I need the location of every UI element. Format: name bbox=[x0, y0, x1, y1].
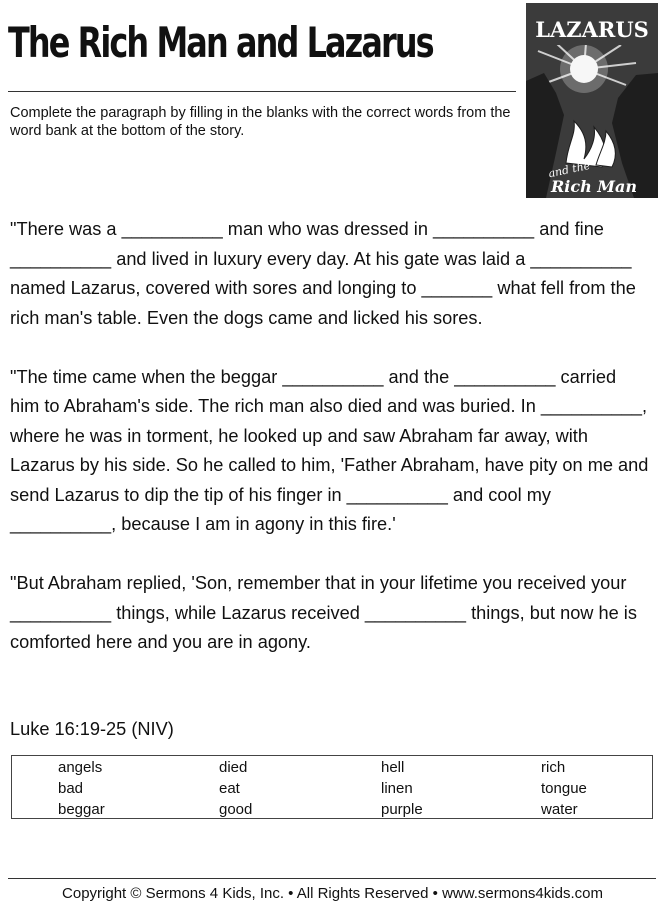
cover-top-text: LAZARUS bbox=[535, 17, 649, 42]
cover-illustration bbox=[526, 3, 658, 198]
title-divider bbox=[8, 91, 516, 92]
word-bank-item: rich bbox=[541, 759, 566, 776]
cover-art-image bbox=[526, 3, 658, 198]
word-bank bbox=[11, 755, 653, 819]
word-bank-item: bad bbox=[58, 780, 84, 797]
word-bank-item: water bbox=[541, 801, 578, 818]
word-bank-item: angels bbox=[58, 759, 103, 776]
word-bank-item: died bbox=[219, 759, 248, 776]
word-bank-item: eat bbox=[219, 780, 240, 797]
page-title: The Rich Man and Lazarus bbox=[8, 18, 433, 67]
word-bank-item: good bbox=[219, 801, 253, 818]
cover-mid-text: and the bbox=[547, 158, 592, 181]
footer-divider bbox=[8, 878, 656, 879]
word-bank-item: linen bbox=[381, 780, 413, 797]
story-paragraph: "There was a __________ man who was dressed in __________ and fine __________ and lived in luxury every day. At his gate was laid a __________ named Lazarus, covered with sores and longing to _______ what fell from the rich man's table. Even the dogs came and licked his sores. bbox=[10, 219, 636, 328]
word-bank-item: tongue bbox=[541, 780, 587, 797]
instructions-text: Complete the paragraph by filling in the blanks with the correct words from the word bank at the bottom of the story. bbox=[10, 105, 511, 139]
story-text bbox=[10, 215, 650, 687]
word-bank-item: beggar bbox=[58, 801, 105, 818]
cover-bottom-text: Rich Man bbox=[550, 177, 638, 196]
scripture-citation: Luke 16:19-25 (NIV) bbox=[10, 719, 174, 739]
word-bank-item: purple bbox=[381, 801, 423, 818]
footer-copyright: Copyright © Sermons 4 Kids, Inc. • All Rights Reserved • www.sermons4kids.com bbox=[62, 885, 603, 902]
word-bank-item: hell bbox=[381, 759, 405, 776]
story-paragraph: "But Abraham replied, 'Son, remember that in your lifetime you received your __________ things, while Lazarus received __________ things, but now he is comforted here and you are in agony. bbox=[10, 573, 637, 652]
story-paragraph: "The time came when the beggar __________ and the __________ carried him to Abraham's side. The rich man also died and was buried. In __________, where he was in torment, he looked up and saw Abraham far away, with Lazarus by his side. So he called to him, 'Father Abraham, have pity on me and send Lazarus to dip the tip of his finger in __________ and cool my __________, because I am in agony in this fire.' bbox=[10, 366, 649, 534]
